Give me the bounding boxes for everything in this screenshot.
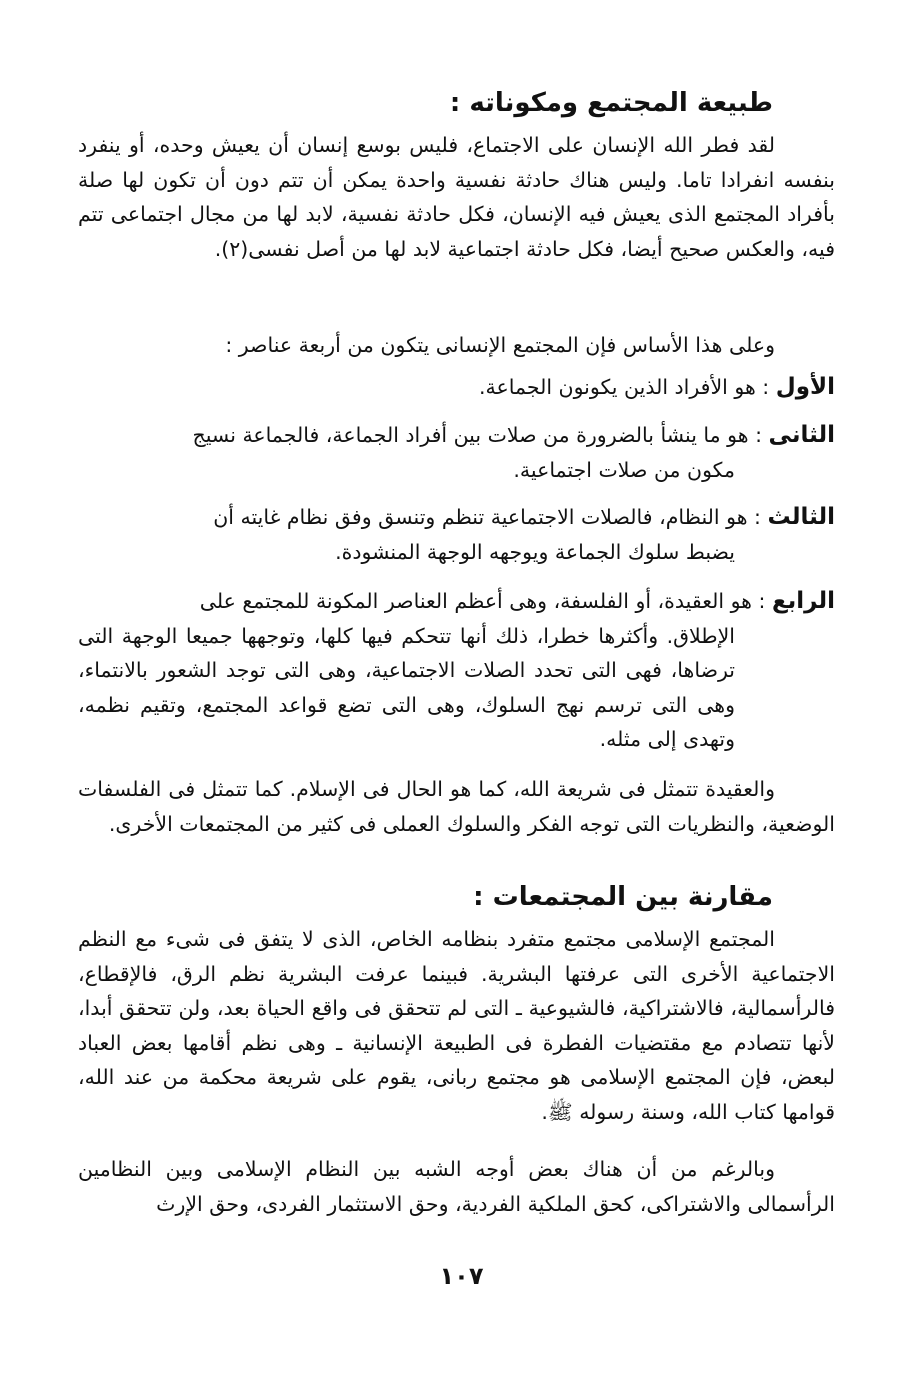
list-item-first xyxy=(78,370,835,405)
item-text: : هو ما ينشأ بالضرورة من صلات بين أفراد الجماعة، فالجماعة نسيج xyxy=(192,423,763,447)
paragraph-belief: والعقيدة تتمثل فى شريعة الله، كما هو الحال فى الإسلام. كما تتمثل فى الفلسفات الوضعية، والنظريات التى توجه الفكر والسلوك العملى فى كثير من المجتمعات الأخرى. xyxy=(78,777,835,836)
paragraph-four-elements-intro: وعلى هذا الأساس فإن المجتمع الإنسانى يتكون من أربعة عناصر : xyxy=(225,333,775,357)
item-term: الثالث xyxy=(767,504,835,530)
item-term: الرابع xyxy=(771,588,835,614)
paragraph-similarities: وبالرغم من أن هناك بعض أوجه الشبه بين النظام الإسلامى وبين النظامين الرأسمالى والاشتراكى، كحق الملكية الفردية، وحق الاستثمار الفردى، وحق الإرث xyxy=(78,1157,835,1216)
page-number: ١٠٧ xyxy=(439,1262,484,1290)
item-text: : هو النظام، فالصلات الاجتماعية تنظم وتنسق وفق نظام غايته أن xyxy=(213,505,761,529)
list-item-second xyxy=(78,418,835,487)
item-text: : هو الأفراد الذين يكونون الجماعة. xyxy=(479,375,770,399)
list-item-fourth xyxy=(78,584,835,757)
item-continuation: الإطلاق. وأكثرها خطرا، ذلك أنها تتحكم فيها كلها، وتوجهها جميعا الوجهة التى ترضاها، فهى التى تحدد الصلات الاجتماعية، وهى التى توجد الشعور بالانتماء، وهى التى ترسم نهج السلوك، وهى التى تضع قواعد المجتمع، وتقيم نظمه، وتهدى إلى مثله. xyxy=(78,623,735,752)
item-continuation: يضبط سلوك الجماعة ويوجهه الوجهة المنشودة. xyxy=(335,539,735,564)
section-heading-comparison: مقارنة بين المجتمعات : xyxy=(473,882,773,912)
list-item-third xyxy=(78,500,835,569)
item-term: الثانى xyxy=(768,422,835,448)
paragraph-human-nature: لقد فطر الله الإنسان على الاجتماع، فليس بوسع إنسان أن يعيش وحده، أو ينفرد بنفسه انفرادا تاما. وليس هناك حادثة نفسية واحدة يمكن أن تتم دون أن تكون لها صلة بأفراد المجتمع الذى يعيش فيه الإنسان، فكل حادثة نفسية، لابد لها من مجال اجتماعى تتم فيه، والعكس صحيح أيضا، فكل حادثة اجتماعية لابد لها من أصل نفسى(٢). xyxy=(78,133,835,261)
item-text: : هو العقيدة، أو الفلسفة، وهى أعظم العناصر المكونة للمجتمع على xyxy=(199,589,766,613)
item-term: الأول xyxy=(775,374,835,400)
section-heading-society-nature: طبيعة المجتمع ومكوناته : xyxy=(449,88,773,118)
item-continuation: مكون من صلات اجتماعية. xyxy=(513,457,735,482)
paragraph-islamic-society: المجتمع الإسلامى مجتمع متفرد بنظامه الخاص، الذى لا يتفق فى شىء مع النظم الاجتماعية الأخرى التى عرفتها البشرية. فبينما عرفت البشرية نظم الرق، فالإقطاع، فالرأسمالية، فالاشتراكية، فالشيوعية ـ التى لم تتحقق فى واقع الحياة بعد، ولن تتحقق أبدا، لأنها تتصادم مع مقتضيات الفطرة فى الطبيعة الإنسانية ـ وهى نظم أقامها بعض العباد لبعض، فإن المجتمع الإسلامى هو مجتمع ربانى، يقوم على شريعة محكمة من عند الله، قوامها كتاب الله، وسنة رسوله ﷺ. xyxy=(78,927,835,1124)
